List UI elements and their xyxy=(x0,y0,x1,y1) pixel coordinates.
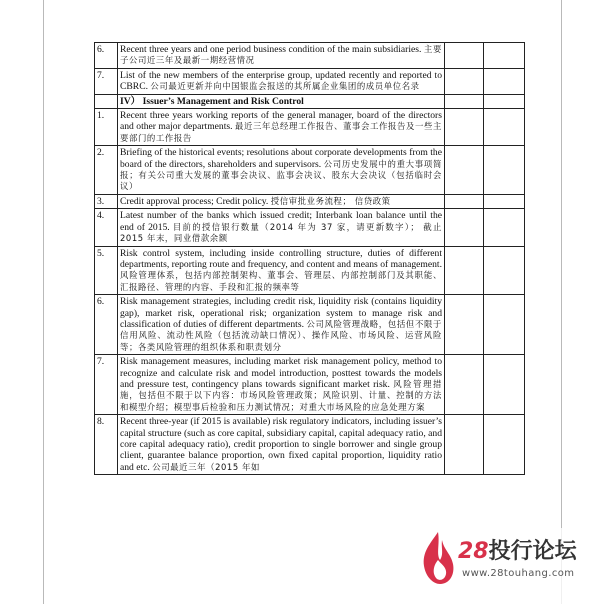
check-cell-1 xyxy=(445,355,484,415)
description-chinese: 目前的授信银行数量（2014 年为 37 家，请更新数字）； 截止 2015 年末，同业借款余额 xyxy=(120,221,442,244)
checklist-row xyxy=(95,355,525,415)
watermark-number: 28 xyxy=(458,539,489,564)
check-cell-2 xyxy=(484,146,525,195)
checklist-row xyxy=(95,295,525,355)
row-number: 2. xyxy=(95,146,118,195)
check-cell-2 xyxy=(484,68,525,94)
checklist-row xyxy=(95,43,525,69)
checklist-row xyxy=(95,415,525,475)
row-number: 5. xyxy=(95,246,118,295)
check-cell-1 xyxy=(445,109,484,146)
checklist-row xyxy=(95,209,525,246)
watermark-name: 投行论坛 xyxy=(488,539,577,564)
row-number: 6. xyxy=(95,43,118,69)
check-cell-1 xyxy=(445,146,484,195)
description-chinese: 公司最近三年（2015 年如 xyxy=(152,461,261,472)
description-chinese: 公司历史发展中的重大事项简报；有关公司重大发展的董事会决议、监事会决议、股东大会决议（包括临时会议） xyxy=(120,158,442,192)
row-number: 7. xyxy=(95,355,118,415)
row-number: 3. xyxy=(95,194,118,208)
description-english: Risk management measures, including market risk management policy, method to recognize and calculate risk and model introduction, posttest towards the models and pressure test, contingency plans towards significant market risk. xyxy=(120,356,442,390)
page-edge-line-right xyxy=(561,0,562,604)
description-english: Risk control system, including inside controlling structure, duties of different departments, reporting route and frequency, and content and means of management. xyxy=(120,247,442,270)
page-edge-line-left xyxy=(43,0,44,604)
check-cell-2 xyxy=(484,295,525,355)
row-number: 7. xyxy=(95,68,118,94)
check-cell-2 xyxy=(484,43,525,69)
row-description xyxy=(118,68,445,94)
row-number: 4. xyxy=(95,209,118,246)
checklist-row xyxy=(95,194,525,208)
row-description xyxy=(118,109,445,146)
row-description xyxy=(118,194,445,208)
description-chinese: 主要子公司近三年及最新一期经营情况 xyxy=(120,44,442,66)
description-chinese: 风险管理体系，包括内部控制架构、董事会、管理层、内部控制部门及其职能、汇报路径、管理的内容、手段和汇报的频率等 xyxy=(120,270,442,292)
row-number: 1. xyxy=(95,109,118,146)
description-chinese: 风险管理措施，包括但不限于以下内容：市场风险管理政策；风险识别、计量、控制的方法和模型介绍；模型事后检验和压力测试情况；对重大市场风险的应急处理方案 xyxy=(120,378,443,412)
checklist-row xyxy=(95,246,525,295)
check-cell-2 xyxy=(484,194,525,208)
description-english: Credit approval process; Credit policy. xyxy=(120,195,269,207)
section-title: IV） Issuer’s Management and Risk Control xyxy=(118,94,445,108)
watermark-title xyxy=(458,534,577,565)
row-number: 8. xyxy=(95,415,118,475)
section-header-row xyxy=(95,94,525,108)
check-cell-2 xyxy=(484,94,525,108)
description-english: List of the new members of the enterprise group, updated recently and reported to CBRC. xyxy=(120,69,442,93)
watermark-url: www.28touhang.com xyxy=(462,568,575,579)
check-cell-1 xyxy=(445,209,484,246)
description-english: Risk management strategies, including credit risk, liquidity risk (contains liquidity gap), market risk, operational risk; organization system to manage risk and classification of duties of different departments. xyxy=(120,296,442,330)
row-number-cell xyxy=(95,94,118,108)
description-english: Recent three-year (if 2015 is available) risk regulatory indicators, including issuer’s capital structure (such as core capital, subsidiary capital, capital adequacy ratio, and core capital adequacy ratio), credit proportion to single borrower and single group client, guarantee balance proportion, own fixed capital proportion, liquidity ratio and etc. xyxy=(120,416,442,473)
description-chinese: 授信审批业务流程； 信贷政策 xyxy=(270,195,391,206)
check-cell-2 xyxy=(484,246,525,295)
checklist-row xyxy=(95,146,525,195)
check-cell-2 xyxy=(484,109,525,146)
site-watermark xyxy=(412,528,608,604)
row-description xyxy=(118,415,445,475)
check-cell-2 xyxy=(484,355,525,415)
check-cell-1 xyxy=(445,295,484,355)
description-english: Latest number of the banks which issued credit; Interbank loan balance until the end of 2015. xyxy=(120,210,442,233)
check-cell-1 xyxy=(445,68,484,94)
description-chinese: 最近三年总经理工作报告、董事会工作报告及一些主要部门的工作报告 xyxy=(120,121,442,143)
check-cell-2 xyxy=(484,209,525,246)
flame-logo-icon xyxy=(420,530,456,586)
check-cell-1 xyxy=(445,415,484,475)
row-description xyxy=(118,355,445,415)
due-diligence-checklist-table xyxy=(94,42,525,475)
check-cell-2 xyxy=(484,415,525,475)
row-description xyxy=(118,246,445,295)
row-description xyxy=(118,295,445,355)
description-chinese: 公司风险管理战略，包括但不限于信用风险、流动性风险（包括流动缺口情况）、操作风险、市场风险、运营风险等；各类风险管理的组织体系和职责划分 xyxy=(120,318,442,352)
description-english: Recent three years and one period business condition of the main subsidiaries. xyxy=(120,44,422,55)
check-cell-1 xyxy=(445,194,484,208)
row-description xyxy=(118,43,445,69)
row-description xyxy=(118,209,445,246)
check-cell-1 xyxy=(445,43,484,69)
checklist-row xyxy=(95,109,525,146)
check-cell-1 xyxy=(445,94,484,108)
row-description xyxy=(118,146,445,195)
checklist-row xyxy=(95,68,525,94)
description-english: Briefing of the historical events; resolutions about corporate developments from the board of the directors, shareholders and supervisors. xyxy=(120,147,442,170)
description-chinese: 公司最近更新并向中国银监会报送的其所属企业集团的成员单位名录 xyxy=(150,81,420,92)
description-english: Recent three years working reports of the general manager, board of the directors and other major departments. xyxy=(120,110,442,133)
check-cell-1 xyxy=(445,246,484,295)
row-number: 6. xyxy=(95,295,118,355)
